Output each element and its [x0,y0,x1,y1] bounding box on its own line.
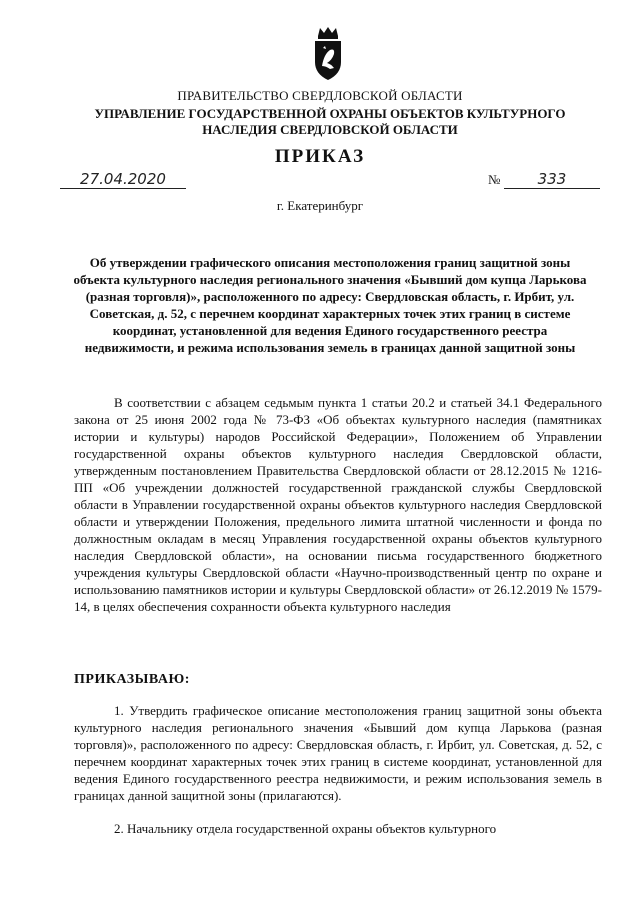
item-1-paragraph [74,702,602,804]
department-name: УПРАВЛЕНИЕ ГОСУДАРСТВЕННОЙ ОХРАНЫ ОБЪЕКТОВ КУЛЬТУРНОГО НАСЛЕДИЯ СВЕРДЛОВСКОЙ ОБЛАСТИ [94,106,566,137]
item-2-paragraph [74,820,602,837]
preamble-paragraph [74,394,602,615]
city-name: г. Екатеринбург [276,198,364,213]
order-subject: Об утверждении графического описания местоположения границ защитной зоны объекта культурного наследия регионального значения «Бывший дом купца Ларькова (разная торговля)», расположенного по адресу: Свердловская область, г. Ирбит, ул. Советская, д. 52, с перечнем координат характерных точек этих границ в системе координат, установленной для ведения Единого государственного реестра недвижимости, и режима использования земель в границах данной защитной зоны [73,255,587,355]
document-type-title: ПРИКАЗ [274,146,366,167]
item-2-text: 2. Начальнику отдела государственной охраны объектов культурного [114,821,497,836]
coat-of-arms-icon [310,26,346,82]
order-number: 333 [504,170,600,189]
order-number-label: № [488,172,501,187]
item-1-text: 1. Утвердить графическое описание местоположения границ защитной зоны объекта культурного наследия регионального значения «Бывший дом купца Ларькова (разная торговля)», расположенного по адресу: Свердловская область, г. Ирбит, ул. Советская, д. 52, с перечнем координат характерных точек этих границ в системе координат, установленной для ведения Единого государственного реестра недвижимости, и режим использования земель в границах данной защитной зоны (прилагаются). [74,703,602,803]
government-name: ПРАВИТЕЛЬСТВО СВЕРДЛОВСКОЙ ОБЛАСТИ [177,88,463,103]
order-date: 27.04.2020 [60,170,186,189]
order-word-heading: ПРИКАЗЫВАЮ: [74,672,190,687]
preamble-text: В соответствии с абзацем седьмым пункта 1 статьи 20.2 и статьей 34.1 Федерального закона от 25 июня 2002 года № 73-ФЗ «Об объектах культурного наследия (памятниках истории и культуры) народов Российской Федерации», Положением об Управлении государственной охраны объектов культурного наследия Свердловской области, утвержденным постановлением Правительства Свердловской области от 28.12.2015 № 1216-ПП «Об учреждении должностей государственной гражданской службы Свердловской области в Управлении государственной охраны объектов культурного наследия Свердловской области и утверждении Положения, предельного лимита штатной численности и фонда по должностным окладам в месяц Управления государственной охраны объектов культурного наследия Свердловской области», на основании письма государственного бюджетного учреждения культуры Свердловской области «Научно-производственный центр по охране и использованию памятников истории и культуры Свердловской области» от 26.12.2019 № 1579-14, в целях обеспечения сохранности объекта культурного наследия [74,395,602,614]
